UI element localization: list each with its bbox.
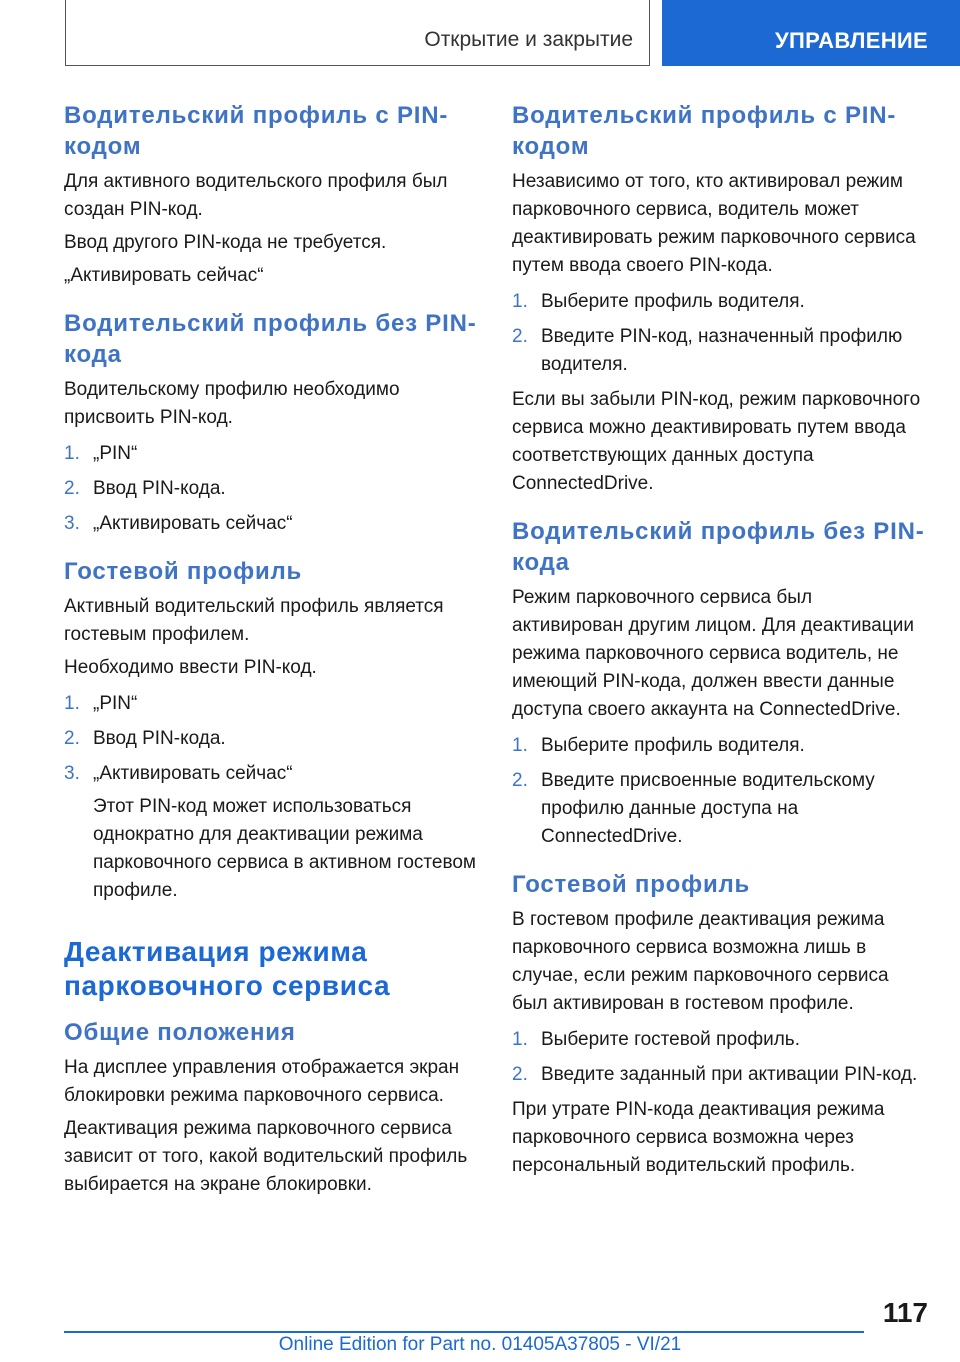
step-number: 2. [64, 478, 80, 499]
paragraph: Водительскому профилю необходимо присвоить PIN-код. [64, 379, 400, 428]
steps-list [512, 732, 927, 851]
list-item [512, 323, 927, 379]
paragraph: В гостевом профиле деактивация режима парковочного сервиса возможна лишь в случае, если режим парковочного сервиса был активирован в гостевом профиле. [512, 909, 889, 1014]
list-item [64, 475, 479, 503]
step-number: 2. [64, 728, 80, 749]
step-number: 3. [64, 763, 80, 784]
step-number: 1. [512, 1029, 528, 1050]
heading-no-pin-profile: Водительский профиль без PIN-кода [512, 518, 925, 576]
page-header [0, 0, 960, 66]
list-item [512, 767, 927, 851]
paragraph: Для активного водительского профиля был создан PIN-код. [64, 171, 448, 220]
paragraph: Режим парковочного сервиса был активирован другим лицом. Для деактивации режима парковочного сервиса водитель, не имеющий PIN-кода, должен ввести данные доступа своего аккаунта на ConnectedDrive. [512, 587, 914, 720]
step-text: Введите присвоенные водительскому профилю данные доступа на ConnectedDrive. [541, 770, 875, 847]
step-number: 2. [512, 326, 528, 347]
step-text: „Активировать сейчас“ [93, 513, 293, 534]
heading-general: Общие положения [64, 1019, 296, 1046]
paragraph: На дисплее управления отображается экран блокировки режима парковочного сервиса. [64, 1057, 460, 1106]
footer-divider [64, 1331, 864, 1333]
heading-guest-profile: Гостевой профиль [64, 558, 303, 585]
edition-text: Online Edition for Part no. 01405A37805 - VI/21 [278, 1334, 682, 1355]
list-item [512, 1026, 927, 1054]
list-item [64, 760, 479, 788]
step-text: Введите заданный при активации PIN-код. [541, 1064, 918, 1085]
section-title: УПРАВЛЕНИЕ [775, 28, 928, 53]
list-item [64, 725, 479, 753]
heading-guest-profile: Гостевой профиль [512, 871, 751, 898]
step-note: Этот PIN-код может использоваться однократно для деактивации режима парковочного сервиса в активном гостевом профиле. [93, 796, 476, 901]
chapter-tab [65, 0, 650, 66]
step-text: Ввод PIN-кода. [93, 478, 226, 499]
step-number: 2. [512, 770, 528, 791]
step-number: 1. [512, 291, 528, 312]
list-item [512, 732, 927, 760]
step-text: Ввод PIN-кода. [93, 728, 226, 749]
list-item [512, 288, 927, 316]
step-text: „Активировать сейчас“ [93, 763, 293, 784]
section-tab [662, 0, 960, 66]
paragraph: Деактивация режима парковочного сервиса зависит от того, какой водительский профиль выбирается на экране блокировки. [64, 1118, 468, 1195]
list-item [64, 690, 479, 718]
steps-list [64, 440, 479, 538]
steps-list [512, 1026, 927, 1089]
list-item [64, 440, 479, 468]
chapter-title: Открытие и закрытие [424, 28, 633, 51]
step-text: Выберите профиль водителя. [541, 291, 805, 312]
paragraph: Независимо от того, кто активировал режим парковочного сервиса, водитель может деактивировать режим парковочного сервиса путем ввода своего PIN-кода. [512, 171, 916, 276]
step-number: 3. [64, 513, 80, 534]
steps-list [512, 288, 927, 379]
step-number: 1. [64, 443, 80, 464]
step-number: 2. [512, 1064, 528, 1085]
step-text: Выберите профиль водителя. [541, 735, 805, 756]
list-item [64, 510, 479, 538]
page-number: 117 [882, 1297, 928, 1328]
left-column [64, 100, 479, 1204]
step-text: Выберите гостевой профиль. [541, 1029, 800, 1050]
step-text: „PIN“ [93, 693, 138, 714]
paragraph: Необходимо ввести PIN-код. [64, 657, 317, 678]
heading-pin-profile: Водительский профиль с PIN-кодом [64, 102, 449, 160]
heading-no-pin-profile: Водительский профиль без PIN-кода [64, 310, 477, 368]
paragraph: „Активировать сейчас“ [64, 265, 264, 286]
step-number: 1. [64, 693, 80, 714]
steps-list [64, 690, 479, 788]
step-number: 1. [512, 735, 528, 756]
paragraph: Активный водительский профиль является гостевым профилем. [64, 596, 444, 645]
paragraph: Если вы забыли PIN-код, режим парковочного сервиса можно деактивировать путем ввода соответствующих данных доступа ConnectedDrive. [512, 389, 921, 494]
paragraph: Ввод другого PIN-кода не требуется. [64, 232, 387, 253]
step-text: Введите PIN-код, назначенный профилю водителя. [541, 326, 903, 375]
chapter-heading: Деактивация режима парковочного сервиса [64, 936, 391, 1001]
paragraph: При утрате PIN-кода деактивация режима парковочного сервиса возможна через персональный водительский профиль. [512, 1099, 885, 1176]
list-item [512, 1061, 927, 1089]
step-text: „PIN“ [93, 443, 138, 464]
right-column [512, 100, 927, 1185]
heading-pin-profile: Водительский профиль с PIN-кодом [512, 102, 897, 160]
